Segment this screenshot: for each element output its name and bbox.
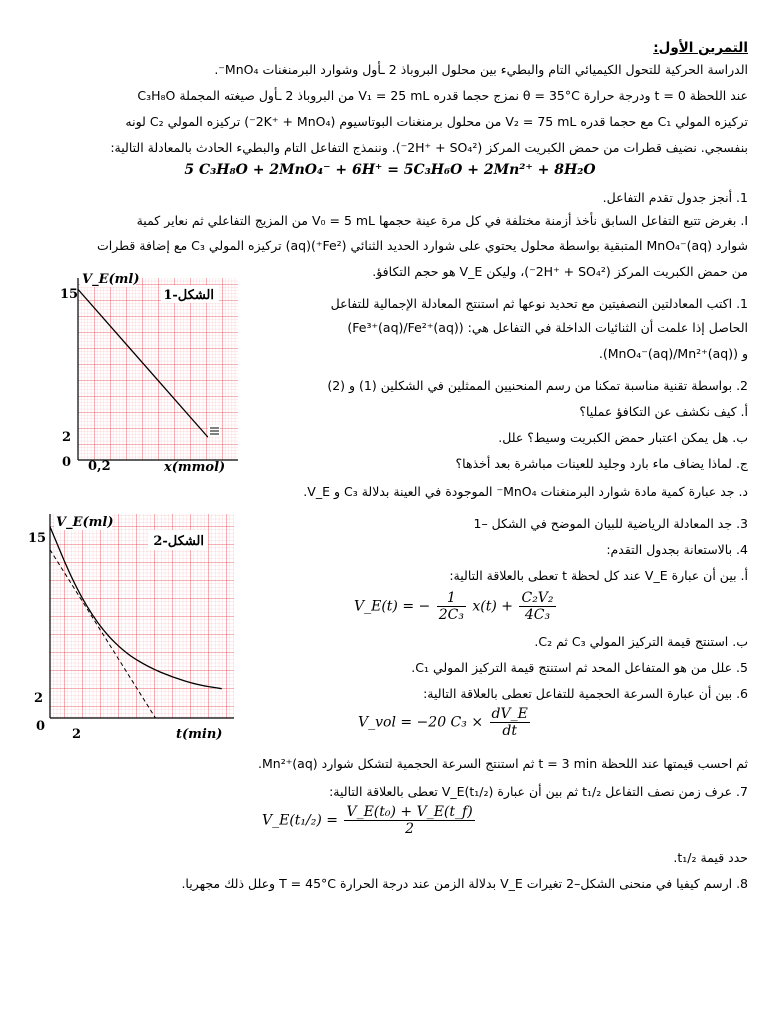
- part2-line-1: I. بغرض تتبع التفاعل السابق نأخذ أزمنة مختلفة في كل مرة عينة حجمها V₀ = 5 mL من المزيج التفاعلي ثم نعاير كمية: [136, 213, 748, 228]
- question-2-4: 4. بالاستعانة بجدول التقدم:: [606, 542, 748, 557]
- intro-line-1: الدراسة الحركية للتحول الكيميائي التام والبطيء بين محلول البروباذ 2 ـأول وشوارد البرمنغنات MnO₄⁻.: [214, 62, 748, 77]
- figure-1-origin: 0: [62, 455, 72, 470]
- figure-1-title: الشكل-1: [163, 288, 214, 303]
- figure-1-x-tick: 0,2: [88, 459, 111, 474]
- figure-2-chart: [28, 508, 240, 744]
- question-2-7: 7. عرف زمن نصف التفاعل t₁/₂ ثم بين أن عبارة V_E(t₁/₂) تعطى بالعلاقة التالية:: [329, 784, 748, 799]
- question-2-2-d: د. جد عبارة كمية مادة شوارد البرمنغنات MnO₄⁻ الموجودة في العينة بدلالة C₃ و V_E.: [303, 484, 748, 499]
- formula-ve-t: V_E(t) = − $\frac{1}{\text{2C₃}}$ x(t) + $\frac{\text{C₂V₂}}{\text{4C₃}}$: [354, 590, 554, 623]
- question-2-4-a: أ. بين أن عبارة V_E عند كل لحظة t تعطى بالعلاقة التالية:: [449, 568, 748, 583]
- question-2-3: 3. جد المعادلة الرياضية للبيان الموضح في الشكل –1: [473, 516, 748, 531]
- exercise-title: التمرين الأول:: [653, 40, 748, 56]
- figure-1-y-tick-2: 2: [62, 430, 72, 445]
- question-2-4-b: ب. استنتج قيمة التركيز المولي C₃ ثم C₂.: [534, 634, 748, 649]
- question-2-1-couples: الحاصل إذا علمت أن الثنائيات الداخلة في التفاعل هي: (Fe³⁺(aq)/Fe²⁺(aq)): [347, 320, 748, 335]
- part2-line-2: شوارد MnO₄⁻(aq) المتبقية بواسطة محلول يحتوي على شوارد الحديد الثنائي (Fe²⁺)(aq) تركيزه المولي C₃ مع إضافة قطرات: [96, 238, 748, 253]
- figure-1-y-tick-15: 15: [60, 287, 79, 302]
- figure-1-chart: [46, 268, 242, 478]
- question-2-2-b: ب. هل يمكن اعتبار حمض الكبريت وسيط؟ علل.: [498, 430, 748, 445]
- figure-1-x-label: x(mmol): [164, 460, 226, 475]
- reaction-equation: 5 C₃H₈O + 2MnO₄⁻ + 6H⁺ = 5C₃H₆O + 2Mn²⁺ + 8H₂O: [184, 162, 596, 178]
- question-2-2-a: أ. كيف نكشف عن التكافؤ عمليا؟: [579, 404, 748, 419]
- formula-ve-half-time: V_E(t₁/₂) = $\frac{\text{V\_E(t₀) + V\_E(t\_f)}}{2}$: [262, 804, 473, 837]
- question-2-1: 1. اكتب المعادلتين النصفيتين مع تحديد نوعها ثم استنتج المعادلة الإجمالية للتفاعل: [330, 296, 748, 311]
- question-2-6: 6. بين أن عبارة السرعة الحجمية للتفاعل تعطى بالعلاقة التالية:: [423, 686, 748, 701]
- part2-line-3: من حمض الكبريت المركز (2H⁺ + SO₄²⁻)، وليكن V_E هو حجم التكافؤ.: [372, 264, 748, 279]
- question-2-5: 5. علل من هو المتفاعل المحد ثم استنتج قيمة التركيز المولي C₁.: [411, 660, 748, 675]
- figure-2-y-label: V_E(ml): [56, 515, 114, 530]
- figure-2-x-tick: 2: [72, 727, 82, 742]
- question-1: 1. أنجز جدول تقدم التفاعل.: [602, 190, 748, 205]
- question-2-6-followup: ثم احسب قيمتها عند اللحظة t = 3 min ثم استنتج السرعة الحجمية لتشكل شوارد Mn²⁺(aq).: [258, 756, 748, 771]
- figure-2-title: الشكل-2: [153, 534, 204, 549]
- figure-2-x-label: t(min): [176, 727, 223, 742]
- formula-v-vol: V_vol = −20 C₃ × $\frac{dV\_E}{dt}$: [358, 706, 528, 739]
- question-2-2-c: ج. لماذا يضاف ماء بارد وجليد للعينات مباشرة بعد أخذها؟: [455, 456, 748, 471]
- question-2-8: 8. ارسم كيفيا في منحنى الشكل–2 تغيرات V_E بدلالة الزمن عند درجة الحرارة T = 45°C وعلل ذلك مجهريا.: [181, 876, 748, 891]
- figure-2-y-tick-2: 2: [34, 691, 44, 706]
- figure-2-origin: 0: [36, 719, 46, 734]
- question-2-7-find: حدد قيمة t₁/₂.: [673, 850, 748, 865]
- question-2-2: 2. بواسطة تقنية مناسبة تمكنا من رسم المنحنيين الممثلين في الشكلين (1) و (2): [327, 378, 748, 393]
- intro-line-3: تركيزه المولي C₁ مع حجما قدره V₂ = 75 mL من محلول برمنغنات البوتاسيوم (2K⁺ + MnO₄⁻) تركيزه المولي C₂ لونه: [125, 114, 748, 129]
- figure-2-y-tick-15: 15: [28, 531, 47, 546]
- intro-line-2: عند اللحظة t = 0 ودرجة حرارة θ = 35°C نمزج حجما قدره V₁ = 25 mL من البروباذ 2 ـأول صيغته المجملة C₃H₈O: [137, 88, 748, 103]
- intro-line-4: بنفسجي. نضيف قطرات من حمض الكبريت المركز (2H⁺ + SO₄²⁻). وننمذج التفاعل التام والبطيء الحادث بالمعادلة التالية:: [110, 140, 748, 155]
- figure-1-y-label: V_E(ml): [82, 272, 140, 287]
- question-2-1-couple2: و (MnO₄⁻(aq)/Mn²⁺(aq)).: [598, 346, 748, 361]
